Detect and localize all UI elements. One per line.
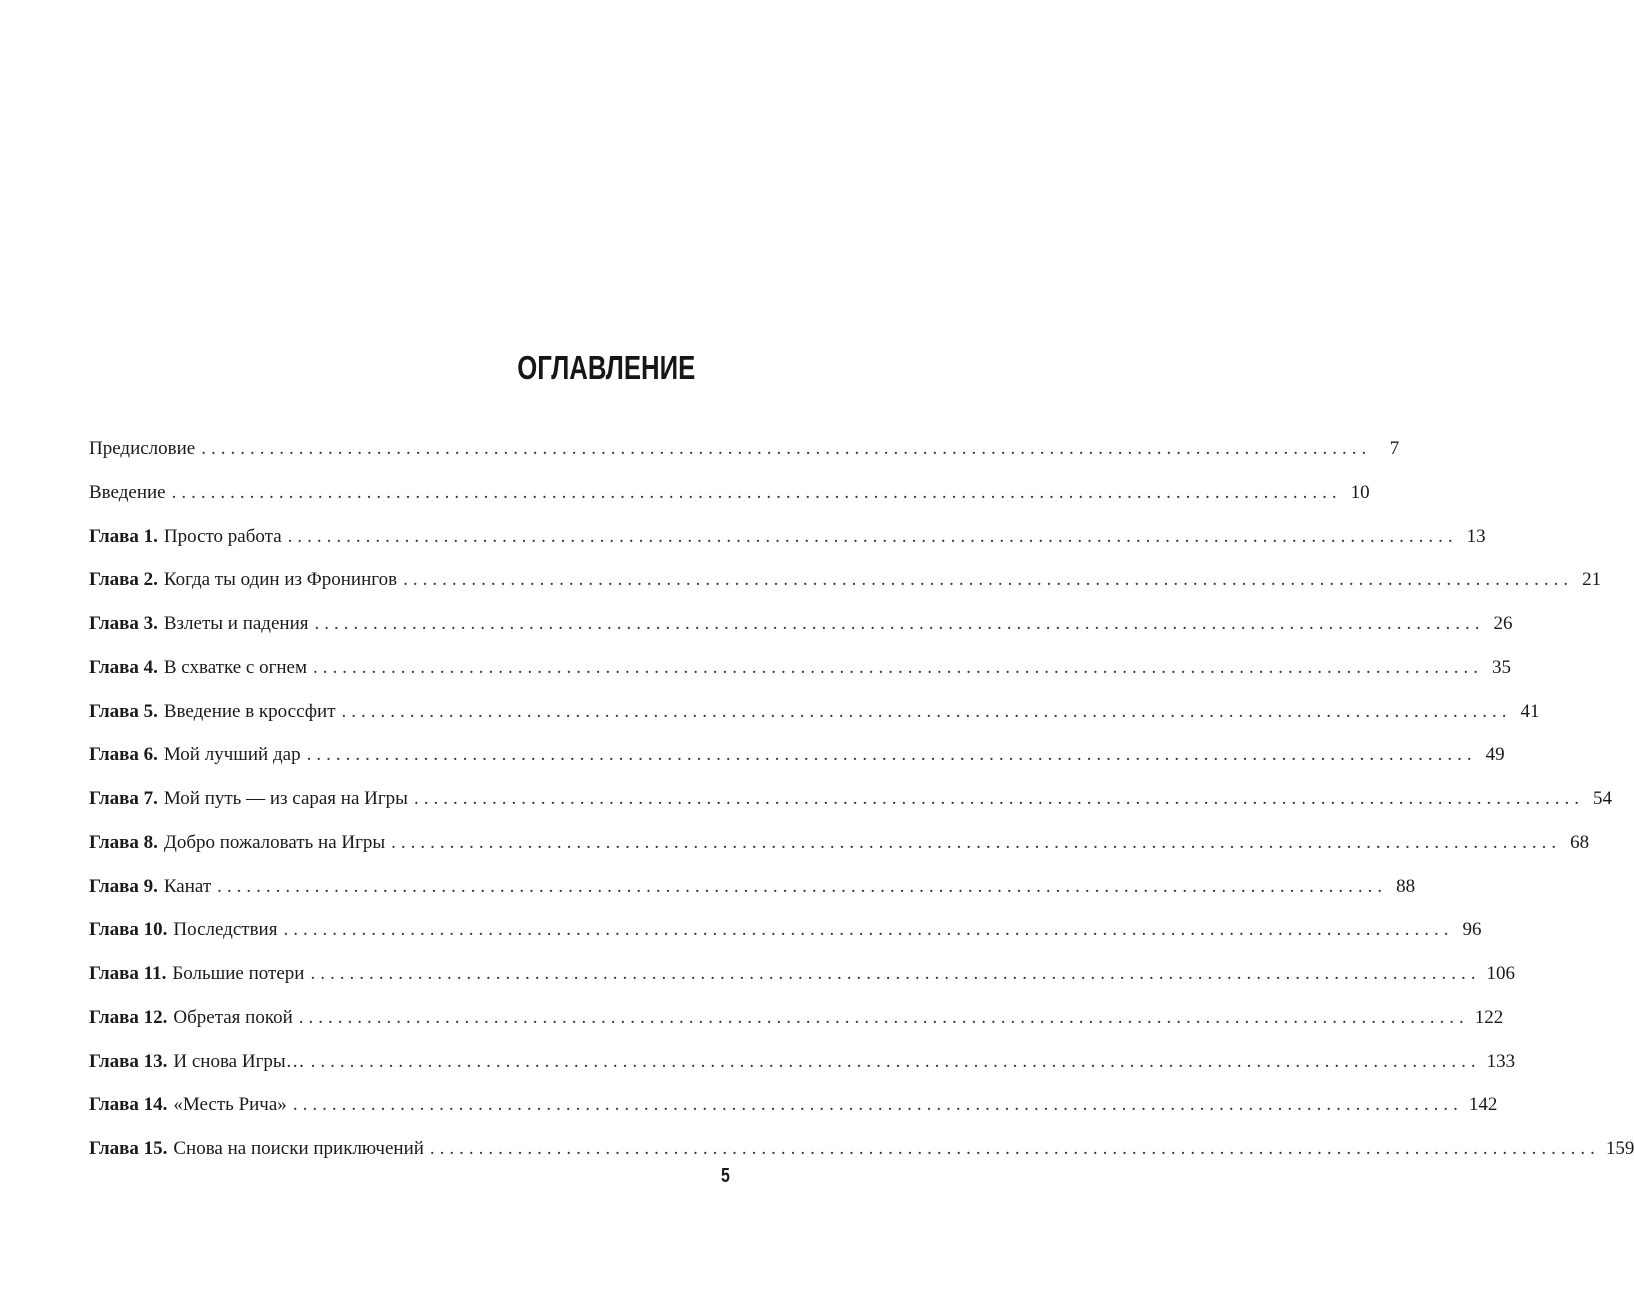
dot-leader: ........................................................................................................................ [217,875,1388,897]
toc-entry [89,821,1590,865]
chapter-title: Введение [89,481,166,503]
dot-leader: ........................................................................................................................ [283,919,1454,941]
toc-entry [89,646,1511,690]
dot-leader: ........................................................................................................................ [429,1138,1600,1159]
chapter-number: Глава 10. [89,919,168,941]
page-ref: 21 [1582,569,1602,591]
page-ref: 106 [1486,963,1515,984]
dot-leader: ........................................................................................................................ [403,569,1574,591]
page-ref: 133 [1486,1050,1516,1072]
toc-entry [89,996,1504,1040]
toc-entry [89,471,1370,515]
dot-leader: ........................................................................................................................ [310,1050,1481,1072]
chapter-title: Предисловие [89,438,196,459]
page-ref: 49 [1485,744,1505,766]
chapter-title: Мой лучший дар [163,744,301,766]
toc-entry [89,1083,1498,1127]
chapter-number: Глава 1. [89,525,158,547]
chapter-number: Глава 5. [89,700,158,722]
chapter-number: Глава 7. [89,788,158,809]
chapter-title: Последствия [173,919,278,941]
toc-title: ОГЛАВЛЕНИЕ [516,349,695,386]
chapter-number: Глава 6. [89,744,158,766]
toc-entry [89,690,1540,734]
table-of-contents [89,427,1634,1171]
dot-leader: ........................................................................................................................ [292,1094,1463,1116]
page-ref: 68 [1570,831,1590,853]
chapter-number: Глава 14. [89,1094,168,1116]
chapter-title: Просто работа [163,525,282,547]
dot-leader: ........................................................................................................................ [391,831,1562,853]
chapter-title: Когда ты один из Фронингов [163,569,398,591]
page-ref: 35 [1492,656,1511,678]
toc-entry [89,908,1482,952]
chapter-title: Мой путь — из сарая на Игры [163,788,408,809]
chapter-number: Глава 13. [89,1050,168,1072]
chapter-number: Глава 15. [89,1138,168,1159]
toc-entry [89,865,1416,909]
page-ref: 88 [1396,875,1416,897]
page-ref: 96 [1462,919,1482,941]
page-ref: 54 [1592,788,1612,809]
page-ref: 159 [1605,1138,1634,1159]
page-ref: 142 [1468,1094,1498,1116]
dot-leader: ........................................................................................................................ [298,1006,1469,1028]
toc-entry [89,952,1515,996]
toc-entry [89,1127,1634,1171]
dot-leader: ........................................................................................................................ [306,744,1477,766]
toc-entry [89,777,1612,821]
dot-leader: ........................................................................................................................ [201,438,1372,459]
dot-leader: ........................................................................................................................ [313,656,1483,678]
chapter-title: Большие потери [172,963,305,984]
dot-leader: ........................................................................................................................ [287,525,1458,547]
dot-leader: ........................................................................................................................ [310,963,1481,984]
page-ref: 26 [1493,613,1513,634]
chapter-number: Глава 4. [89,656,158,678]
page-ref: 10 [1350,481,1370,503]
toc-entry [89,602,1513,646]
chapter-number: Глава 11. [89,963,167,984]
chapter-number: Глава 12. [89,1006,168,1028]
page-ref: 41 [1520,700,1540,722]
chapter-title: «Месть Рича» [173,1094,287,1116]
chapter-title: Снова на поиски приключений [173,1138,424,1159]
toc-entry [89,558,1602,602]
dot-leader: ........................................................................................................................ [314,613,1485,634]
dot-leader: ........................................................................................................................ [171,481,1342,503]
page-ref: 122 [1474,1006,1504,1028]
toc-entry [89,733,1505,777]
chapter-number: Глава 9. [89,875,158,897]
chapter-number: Глава 8. [89,831,158,853]
chapter-title: Введение в кроссфит [163,700,336,722]
dot-leader: ........................................................................................................................ [413,788,1584,809]
chapter-title: Добро пожаловать на Игры [163,831,386,853]
page-ref: 13 [1466,525,1486,547]
chapter-title: Канат [163,875,212,897]
toc-entry [89,427,1400,471]
toc-entry [89,1040,1516,1084]
chapter-title: Обретая покой [173,1006,293,1028]
chapter-title: И снова Игры… [173,1050,305,1072]
chapter-number: Глава 3. [89,613,158,634]
chapter-title: В схватке с огнем [163,656,307,678]
page-ref: 7 [1389,438,1400,459]
chapter-title: Взлеты и падения [163,613,309,634]
dot-leader: ........................................................................................................................ [341,700,1512,722]
toc-entry [89,515,1486,559]
page-number: 5 [721,1165,730,1187]
chapter-number: Глава 2. [89,569,158,591]
